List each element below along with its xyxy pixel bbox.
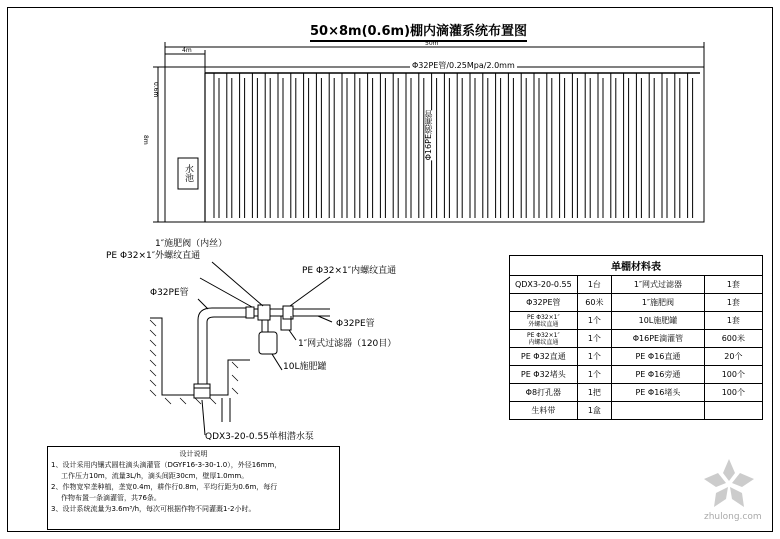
materials-row	[510, 294, 763, 312]
dim-total-label: 50m	[425, 40, 439, 47]
fert-tank	[259, 332, 277, 354]
fert-tank-label: 10L施肥罐	[283, 362, 327, 372]
materials-cell: 1个	[577, 366, 611, 384]
materials-cell: 20个	[704, 348, 762, 366]
materials-cell: 1把	[577, 384, 611, 402]
notes-line: 2、作物宽窄垄种植，垄宽0.4m，耕作行0.8m，平均行距为0.6m，每行	[51, 483, 278, 491]
water-pool-label: 水池	[183, 164, 193, 182]
materials-cell: 1套	[704, 276, 762, 294]
materials-row	[510, 366, 763, 384]
materials-row	[510, 276, 763, 294]
drip-lines	[214, 73, 693, 218]
dim-height-label: 8m	[142, 135, 149, 145]
materials-row	[510, 384, 763, 402]
materials-cell: PE Φ16直通	[612, 348, 705, 366]
watermark-text: zhulong.com	[704, 512, 762, 522]
materials-cell: 1套	[704, 294, 762, 312]
dim-left-label: 4m	[182, 47, 192, 54]
materials-row	[510, 312, 763, 330]
materials-cell: Φ16PE滴灌管	[612, 330, 705, 348]
riser-pipe	[198, 308, 250, 385]
pipe-right-label: Φ32PE管	[336, 319, 375, 329]
materials-cell: 1盒	[577, 402, 611, 420]
drawing-title: 50×8m(0.6m)棚内滴灌系统布置图	[310, 20, 527, 42]
materials-cell: 1台	[577, 276, 611, 294]
materials-cell: PE Φ32×1″ 内螺纹直通	[510, 330, 578, 348]
ext-union-fitting	[246, 307, 254, 318]
materials-row	[510, 330, 763, 348]
pump-body	[194, 384, 210, 398]
notes-line: 作物布置一条滴灌管，共76条。	[61, 494, 161, 502]
materials-cell	[612, 402, 705, 420]
materials-cell: PE Φ16堵头	[612, 384, 705, 402]
dim-spacing-label: 0.6m	[152, 82, 159, 98]
materials-cell: 100个	[704, 366, 762, 384]
pit-outline	[150, 318, 250, 395]
materials-title: 单棚材料表	[510, 256, 763, 276]
materials-cell: 生料带	[510, 402, 578, 420]
materials-cell: 1套	[704, 312, 762, 330]
main-pipe-label: Φ32PE管/0.25Mpa/2.0mm	[412, 61, 515, 70]
pump-label: QDX3-20-0.55单相潜水泵	[205, 432, 314, 442]
filter-label: 1″网式过滤器（120目）	[298, 339, 397, 349]
int-union-label: PE Φ32×1″内螺纹直通	[302, 266, 397, 276]
materials-cell	[704, 402, 762, 420]
materials-cell: PE Φ32直通	[510, 348, 578, 366]
materials-row	[510, 402, 763, 420]
notes-title: 设计说明	[179, 450, 208, 458]
materials-cell: PE Φ16旁通	[612, 366, 705, 384]
materials-cell: 1″网式过滤器	[612, 276, 705, 294]
materials-cell: 1个	[577, 348, 611, 366]
materials-cell: 100个	[704, 384, 762, 402]
notes-line: 1、设计采用内镶式圆柱滴头滴灌管（DGYF16-3-30-1.0），外径16mm，	[51, 461, 282, 469]
watermark-logo	[700, 455, 758, 515]
materials-cell: 10L施肥罐	[612, 312, 705, 330]
fert-valve-fitting	[258, 305, 270, 320]
pipe-left-label: Φ32PE管	[150, 288, 189, 298]
notes-line: 3、设计系统流量为3.6m³/h，每次可根据作物不同灌溉1-2小时。	[51, 505, 256, 513]
materials-cell: Φ32PE管	[510, 294, 578, 312]
materials-cell: PE Φ32堵头	[510, 366, 578, 384]
materials-cell: QDX3-20-0.55	[510, 276, 578, 294]
materials-cell: 1个	[577, 312, 611, 330]
drip-pipe-label: Φ16PE滴灌管	[424, 110, 433, 161]
materials-cell: 1″施肥阀	[612, 294, 705, 312]
ext-union-label: PE Φ32×1″外螺纹直通	[106, 251, 201, 261]
materials-table	[509, 255, 763, 420]
notes-line: 工作压力10m，流量3L/h，滴头间距30cm，壁厚1.0mm。	[61, 472, 249, 480]
materials-cell: PE Φ32×1″ 外螺纹直通	[510, 312, 578, 330]
materials-cell: 600米	[704, 330, 762, 348]
materials-cell: 1个	[577, 330, 611, 348]
materials-cell: Φ8打孔器	[510, 384, 578, 402]
materials-cell: 60米	[577, 294, 611, 312]
design-notes	[47, 446, 340, 530]
materials-row	[510, 348, 763, 366]
fert-valve-label: 1″施肥阀（内丝）	[155, 239, 228, 249]
